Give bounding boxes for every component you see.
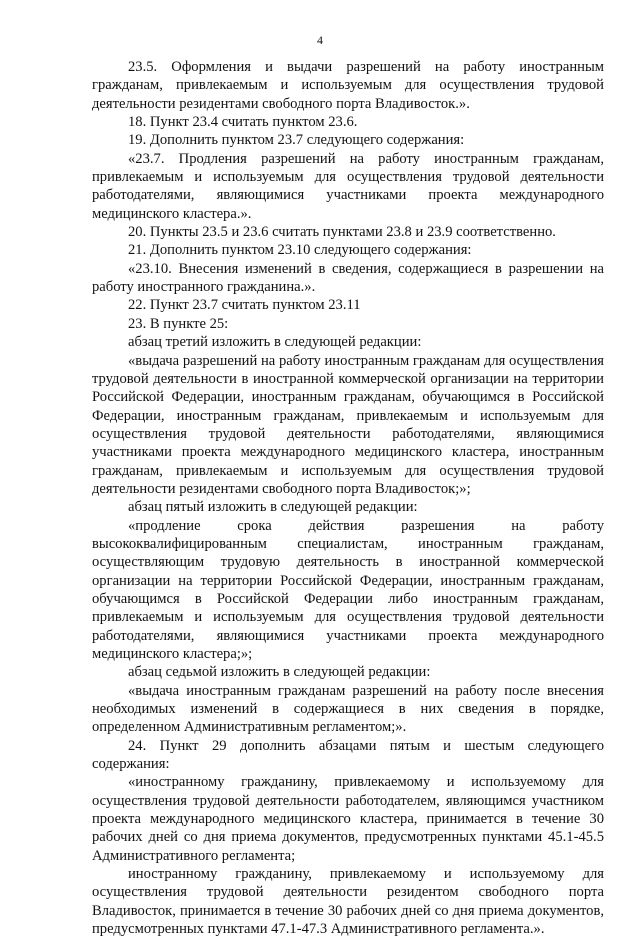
page-number: 4 [317,33,323,47]
paragraph-item-24: 24. Пункт 29 дополнить абзацами пятым и шестым следующего содержания: [92,737,604,773]
paragraph-abzac-7-intro: абзац седьмой изложить в следующей редакции: [128,664,431,681]
paragraph-abzac-7-text: «выдача иностранным гражданам разрешений на работу после внесения необходимых изменений в содержащиеся в них сведения в порядке, определенном Административным регламентом;». [92,682,604,736]
paragraph-item-20: 20. Пункты 23.5 и 23.6 считать пунктами 23.8 и 23.9 соответственно. [128,224,556,241]
paragraph-item-18: 18. Пункт 23.4 считать пунктом 23.6. [128,114,358,131]
paragraph-23-7-text: «23.7. Продления разрешений на работу иностранным гражданам, привлекаемым и используемым для осуществления трудовой деятельности работодателями, являющимися участниками проекта международного медицинского кластера.». [92,150,604,222]
paragraph-item-23: 23. В пункте 25: [128,315,229,332]
document-body [92,58,604,939]
paragraph-item-21: 21. Дополнить пунктом 23.10 следующего содержания: [128,242,472,259]
paragraph-item-22: 22. Пункт 23.7 считать пунктом 23.11 [128,297,361,314]
paragraph-29-abzac-5: «иностранному гражданину, привлекаемому и используемому для осуществления трудовой деятельности работодателем, являющимся участником проекта международного медицинского кластера, принимается в течение 30 рабочих дней со дня приема документов, предусмотренных пунктами 45.1-45.5 Административного регламента; [92,774,604,864]
paragraph-abzac-3-intro: абзац третий изложить в следующей редакции: [128,334,422,351]
paragraph-23-10-text: «23.10. Внесения изменений в сведения, содержащиеся в разрешении на работу иностранного гражданина.». [92,260,604,296]
paragraph-23-5: 23.5. Оформления и выдачи разрешений на работу иностранным гражданам, привлекаемым и используемым для осуществления трудовой деятельности резидентами свободного порта Владивосток.». [92,59,604,112]
paragraph-item-19: 19. Дополнить пунктом 23.7 следующего содержания: [128,132,465,149]
paragraph-abzac-5-intro: абзац пятый изложить в следующей редакции: [128,499,418,516]
paragraph-abzac-3-text: «выдача разрешений на работу иностранным гражданам для осуществления трудовой деятельности в иностранной коммерческой организации на территории Российской Федерации, иностранным гражданам, обучающимся в Российской Федерации, иностранным гражданам, привлекаемым и используемым для осуществления трудовой деятельности работодателями, являющимися участниками проекта международного медицинского кластера, иностранным гражданам, привлекаемым и используемым для осуществления трудовой деятельности резидентами свободного порта Владивосток;»; [92,352,604,497]
paragraph-29-abzac-6: иностранному гражданину, привлекаемому и используемому для осуществления трудовой деятельности резидентом свободного порта Владивосток, принимается в течение 30 рабочих дней со дня приема документов, предусмотренных пунктами 47.1-47.3 Административного регламента.». [92,866,604,938]
paragraph-abzac-5-text: «продление срока действия разрешения на работу высококвалифицированным специалистам, иностранным гражданам, осуществляющим трудовую деятельность в иностранной коммерческой организации на территории Российской Федерации, иностранным гражданам, обучающимся в Российской Федерации либо иностранным гражданам, привлекаемым и используемым для осуществления трудовой деятельности работодателями, являющимися участниками проекта международного медицинского кластера;»; [92,517,604,662]
